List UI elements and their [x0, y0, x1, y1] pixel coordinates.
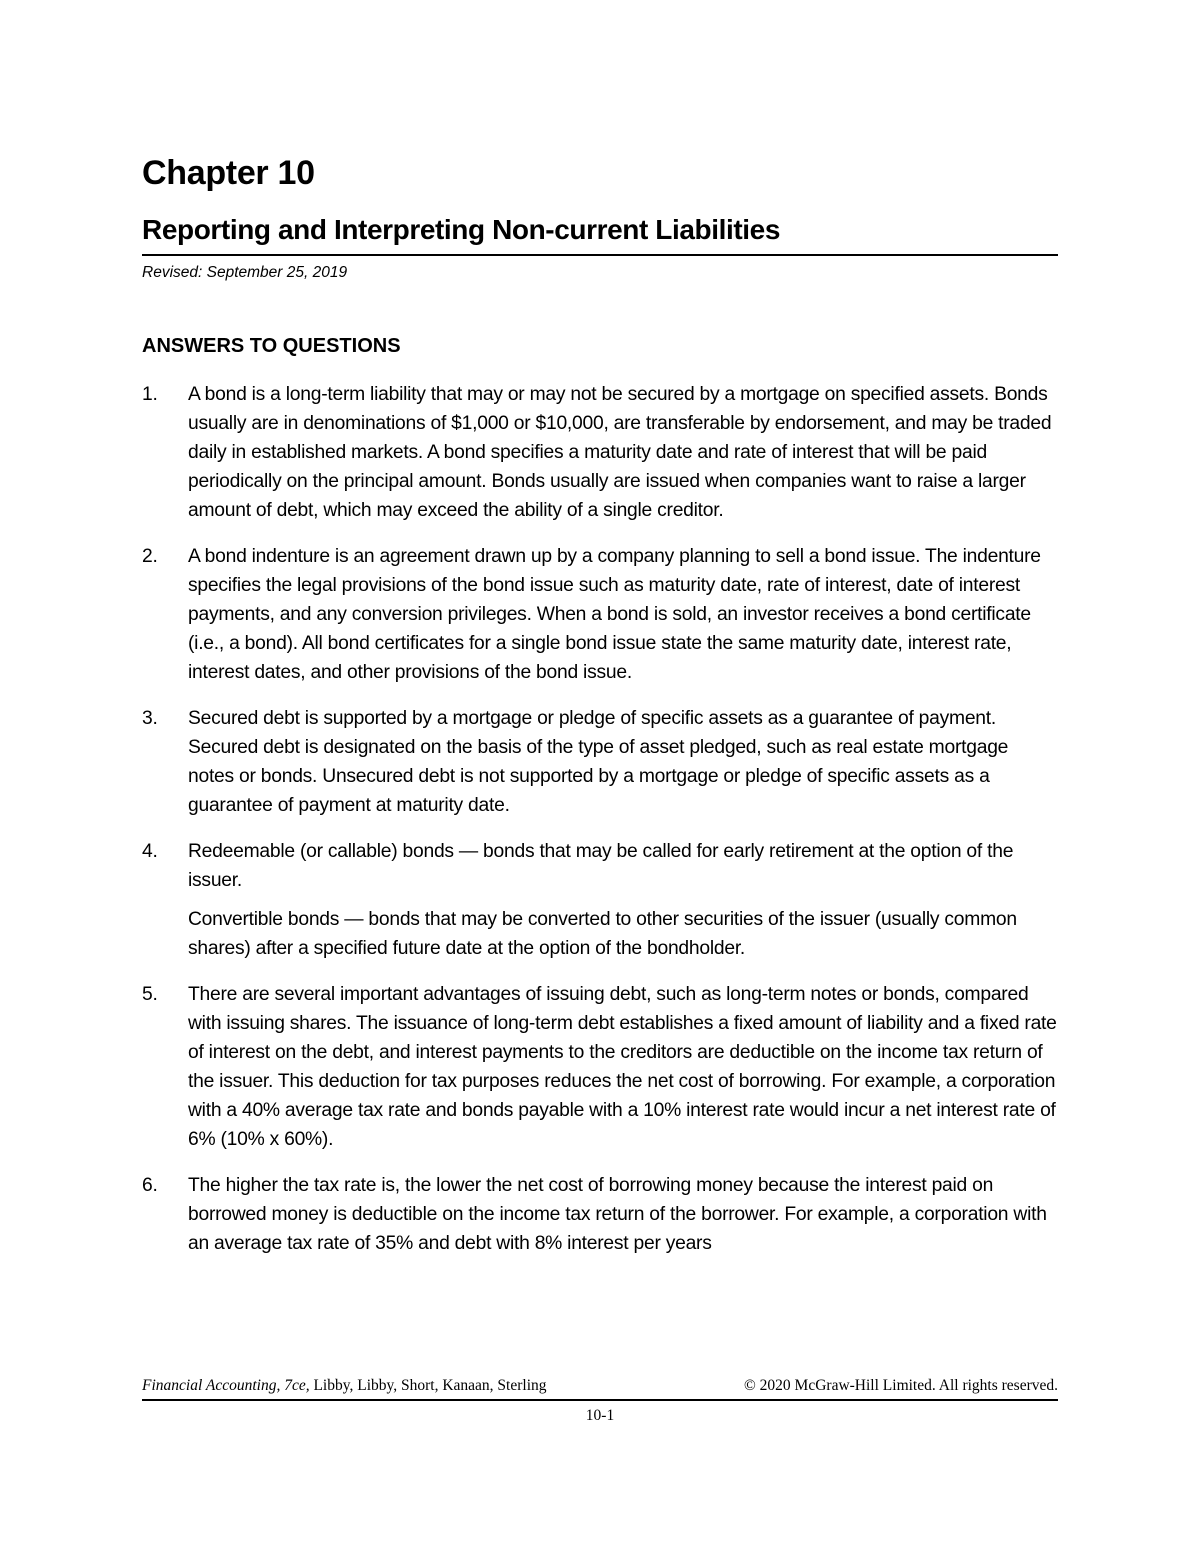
question-item [142, 837, 1058, 963]
footer-authors: Libby, Libby, Short, Kanaan, Sterling [309, 1377, 547, 1394]
question-number: 4. [142, 841, 158, 862]
question-item [142, 1171, 1058, 1258]
revised-date: Revised: September 25, 2019 [142, 264, 348, 281]
answer-paragraph: Secured debt is supported by a mortgage or pledge of specific assets as a guarantee of payment. Secured debt is designated on the basis of the type of asset pledged, such as real estate mortgage notes or bonds. Unsecured debt is not supported by a mortgage or pledge of specific assets as a guarantee of payment at maturity date. [188, 708, 1009, 816]
answer-paragraph: A bond is a long-term liability that may or may not be secured by a mortgage on specified assets. Bonds usually are in denominations of $1,000 or $10,000, are transferable by endorsement, and may be traded daily in established markets. A bond specifies a maturity date and rate of interest that will be paid periodically on the principal amount. Bonds usually are issued when companies want to raise a larger amount of debt, which may exceed the ability of a single creditor. [188, 384, 1052, 521]
question-number: 5. [142, 984, 158, 1005]
question-number: 6. [142, 1175, 158, 1196]
footer-copyright: © 2020 McGraw-Hill Limited. All rights reserved. [744, 1377, 1058, 1394]
question-number: 1. [142, 384, 158, 405]
question-item [142, 704, 1058, 820]
page-content [142, 150, 1058, 1275]
question-item [142, 980, 1058, 1154]
footer-book-title: Financial Accounting, 7ce, [142, 1377, 310, 1394]
chapter-title: Chapter 10 [142, 154, 315, 192]
footer-row [142, 1375, 1058, 1401]
footer-citation [142, 1375, 547, 1397]
question-number: 2. [142, 546, 158, 567]
question-number: 3. [142, 708, 158, 729]
question-item [142, 542, 1058, 687]
answer-paragraph: The higher the tax rate is, the lower the net cost of borrowing money because the interest paid on borrowed money is deductible on the income tax return of the borrower. For example, a corporation with an average tax rate of 35% and debt with 8% interest per years [188, 1175, 1047, 1254]
answer-paragraph: Redeemable (or callable) bonds — bonds that may be called for early retirement at the option of the issuer. [188, 841, 1014, 891]
questions-list [142, 380, 1058, 1258]
answer-paragraph: Convertible bonds — bonds that may be converted to other securities of the issuer (usually common shares) after a specified future date at the option of the bondholder. [188, 909, 1017, 959]
page-footer [142, 1375, 1058, 1427]
answer-paragraph: A bond indenture is an agreement drawn up by a company planning to sell a bond issue. The indenture specifies the legal provisions of the bond issue such as maturity date, rate of interest, date of interest payments, and any conversion privileges. When a bond is sold, an investor receives a bond certificate (i.e., a bond). All bond certificates for a single bond issue state the same maturity date, interest rate, interest dates, and other provisions of the bond issue. [188, 546, 1041, 683]
question-item [142, 380, 1058, 525]
section-heading: ANSWERS TO QUESTIONS [142, 335, 401, 357]
chapter-subtitle: Reporting and Interpreting Non-current Liabilities [142, 196, 1058, 256]
answer-paragraph: There are several important advantages of issuing debt, such as long-term notes or bonds, compared with issuing shares. The issuance of long-term debt establishes a fixed amount of liability and a fixed rate of interest on the debt, and interest payments to the creditors are deductible on the income tax return of the issuer. This deduction for tax purposes reduces the net cost of borrowing. For example, a corporation with a 40% average tax rate and bonds payable with a 10% interest rate would incur a net interest rate of 6% (10% x 60%). [188, 984, 1057, 1150]
page-number: 10-1 [585, 1407, 615, 1424]
